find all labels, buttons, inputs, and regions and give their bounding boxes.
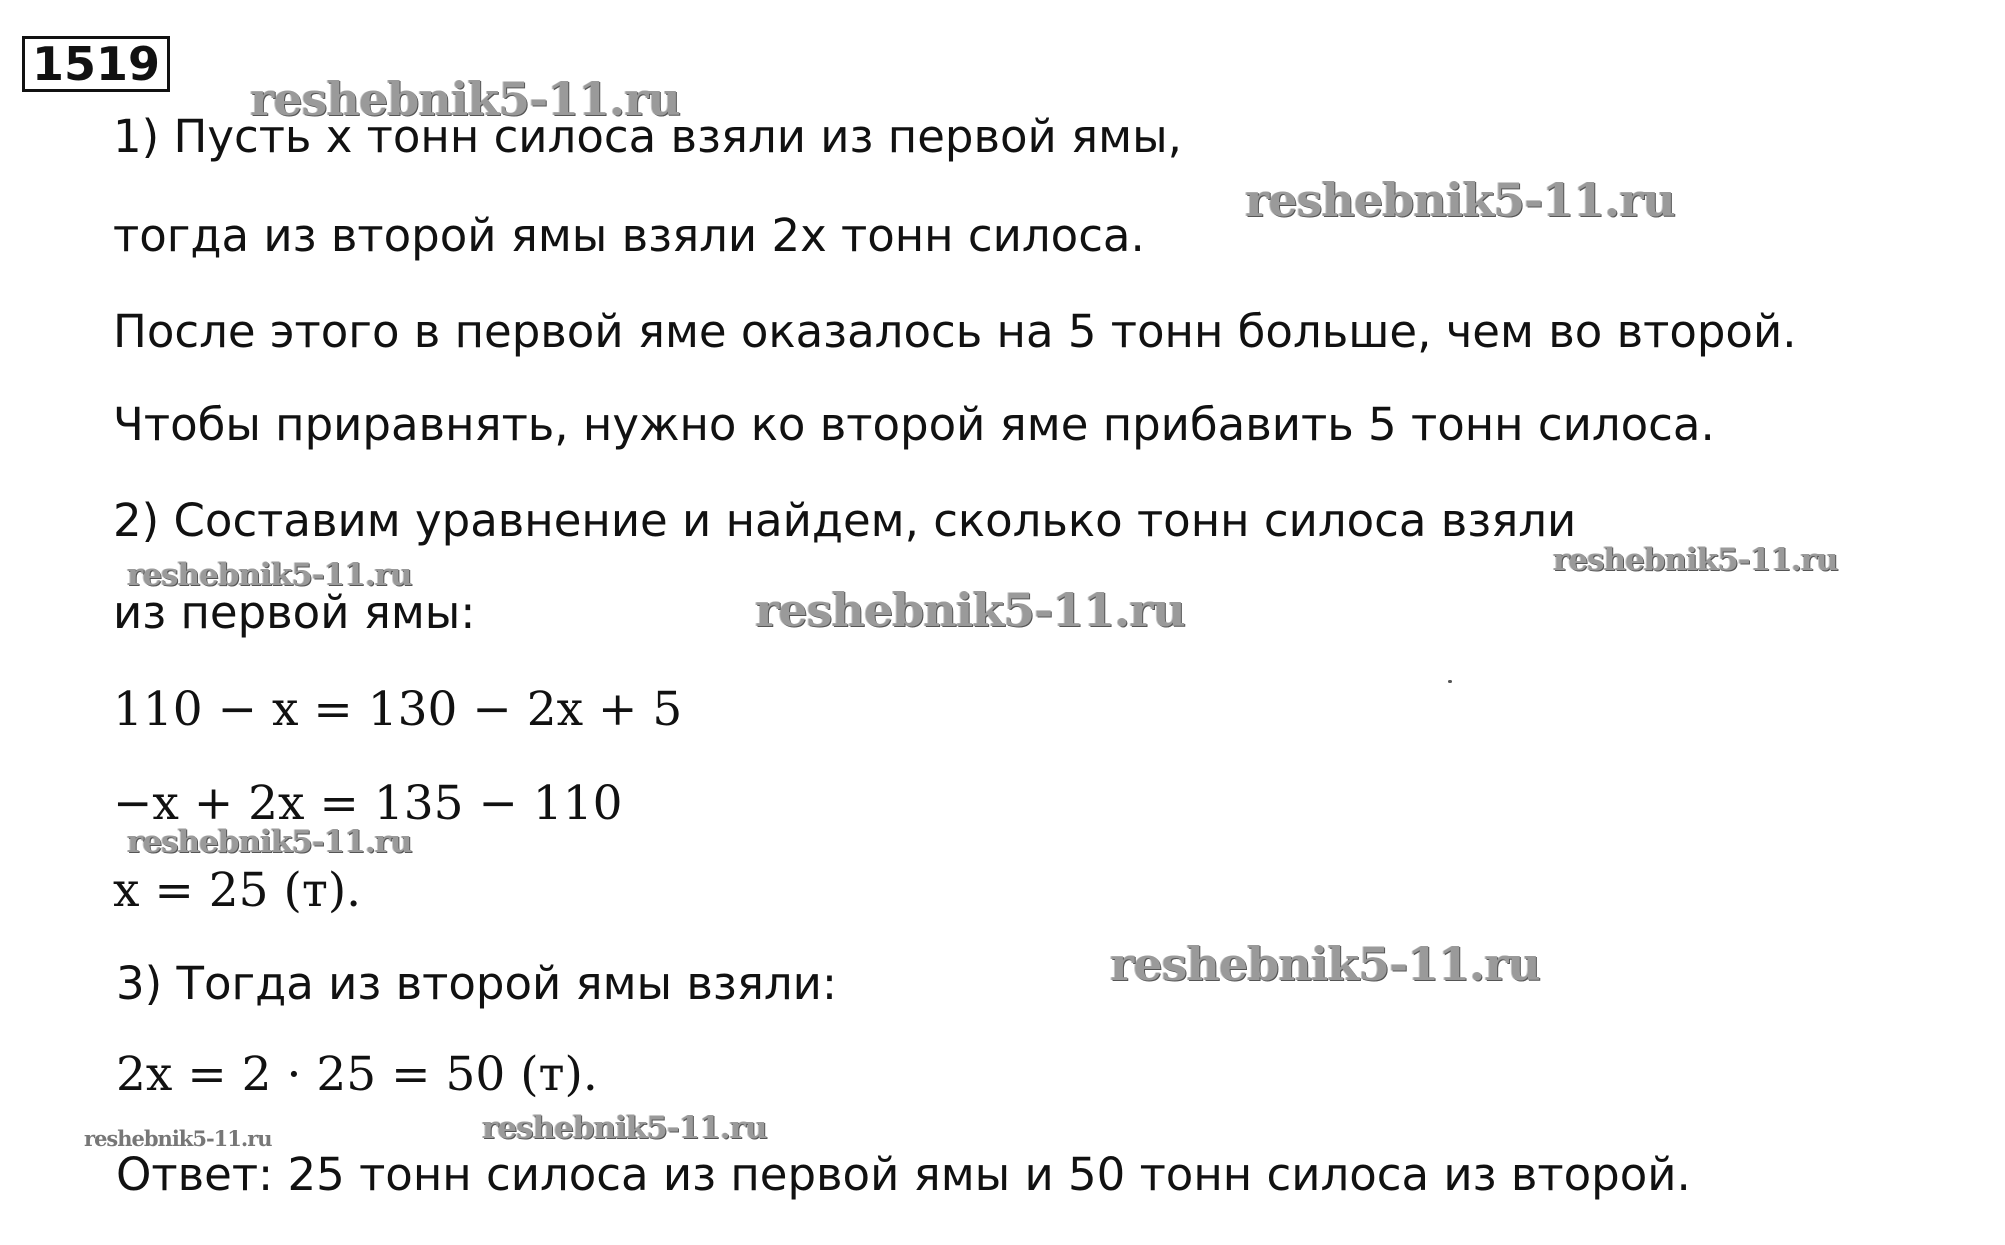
- equation-3: x = 25 (т).: [113, 863, 362, 918]
- watermark: reshebnik5-11.ru: [84, 1126, 272, 1151]
- step1-line1: 1) Пусть x тонн силоса взяли из первой ямы,: [113, 110, 1182, 163]
- step2-line1: 2) Составим уравнение и найдем, сколько тонн силоса взяли: [113, 494, 1577, 547]
- step1-line4: Чтобы приравнять, нужно ко второй яме прибавить 5 тонн силоса.: [113, 398, 1715, 451]
- step2-line2: из первой ямы:: [113, 586, 476, 639]
- watermark: reshebnik5-11.ru: [1110, 937, 1540, 991]
- watermark: reshebnik5-11.ru: [127, 824, 412, 860]
- step1-line2: тогда из второй ямы взяли 2x тонн силоса.: [113, 209, 1145, 262]
- answer-line: Ответ: 25 тонн силоса из первой ямы и 50 тонн силоса из второй.: [116, 1148, 1691, 1201]
- task-number: 1519: [22, 36, 170, 92]
- ink-speck: [1448, 680, 1452, 683]
- watermark: reshebnik5-11.ru: [250, 72, 680, 126]
- equation-2: −x + 2x = 135 − 110: [113, 776, 623, 831]
- step3-line1: 3) Тогда из второй ямы взяли:: [116, 957, 838, 1010]
- watermark: reshebnik5-11.ru: [1553, 542, 1838, 578]
- watermark: reshebnik5-11.ru: [127, 557, 412, 593]
- watermark: reshebnik5-11.ru: [1245, 173, 1675, 227]
- equation-4: 2x = 2 · 25 = 50 (т).: [116, 1047, 598, 1102]
- equation-1: 110 − x = 130 − 2x + 5: [113, 682, 683, 737]
- watermark: reshebnik5-11.ru: [755, 583, 1185, 637]
- watermark: reshebnik5-11.ru: [482, 1110, 767, 1146]
- step1-line3: После этого в первой яме оказалось на 5 тонн больше, чем во второй.: [113, 305, 1797, 358]
